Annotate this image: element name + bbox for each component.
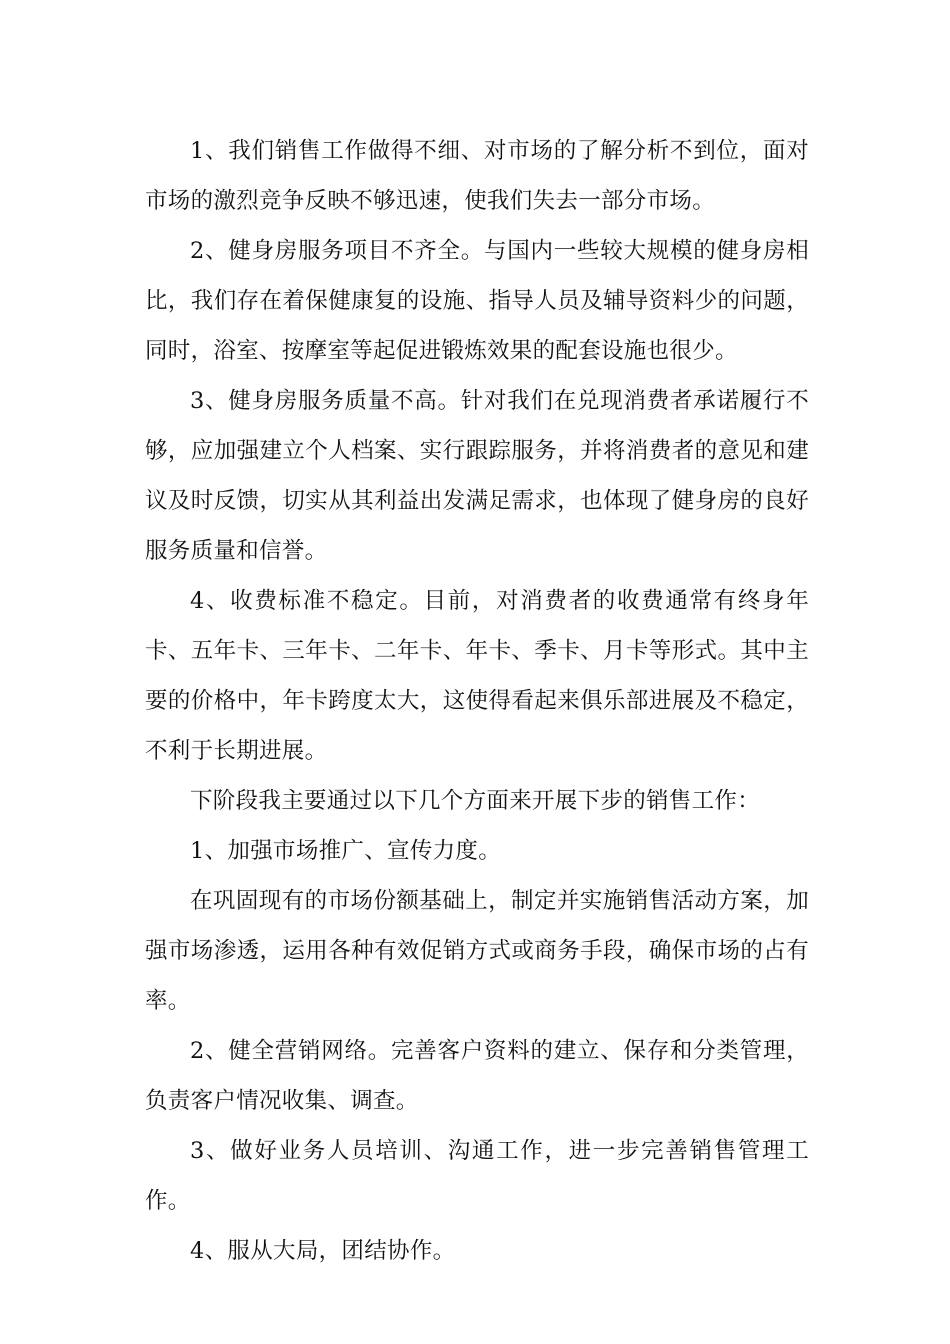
paragraph-plan-2: 2、健全营销网络。完善客户资料的建立、保存和分类管理，负责客户情况收集、调查。	[145, 1038, 809, 1114]
paragraph-plan-1: 1、加强市场推广、宣传力度。	[190, 838, 502, 864]
paragraph-plan-4: 4、服从大局，团结协作。	[190, 1238, 456, 1264]
paragraph-plan-3: 3、做好业务人员培训、沟通工作，进一步完善销售管理工作。	[145, 1138, 809, 1214]
paragraph-problem-1: 1、我们销售工作做得不细、对市场的了解分析不到位，面对市场的激烈竞争反映不够迅速，使我们失去一部分市场。	[145, 138, 809, 214]
paragraph-plan-1-detail: 在巩固现有的市场份额基础上，制定并实施销售活动方案，加强市场渗透，运用各种有效促销方式或商务手段，确保市场的占有率。	[145, 888, 809, 1014]
paragraph-problem-3: 3、健身房服务质量不高。针对我们在兑现消费者承诺履行不够，应加强建立个人档案、实行跟踪服务，并将消费者的意见和建议及时反馈，切实从其利益出发满足需求，也体现了健身房的良好服务质量和信誉。	[145, 388, 809, 564]
document-body	[145, 126, 809, 1276]
paragraph-problem-2: 2、健身房服务项目不齐全。与国内一些较大规模的健身房相比，我们存在着保健康复的设施、指导人员及辅导资料少的问题，同时，浴室、按摩室等起促进锻炼效果的配套设施也很少。	[145, 238, 809, 364]
paragraph-next-stage-intro: 下阶段我主要通过以下几个方面来开展下步的销售工作：	[190, 788, 761, 814]
paragraph-problem-4: 4、收费标准不稳定。目前，对消费者的收费通常有终身年卡、五年卡、三年卡、二年卡、年卡、季卡、月卡等形式。其中主要的价格中，年卡跨度太大，这使得看起来俱乐部进展及不稳定，不利于长期进展。	[145, 588, 809, 764]
